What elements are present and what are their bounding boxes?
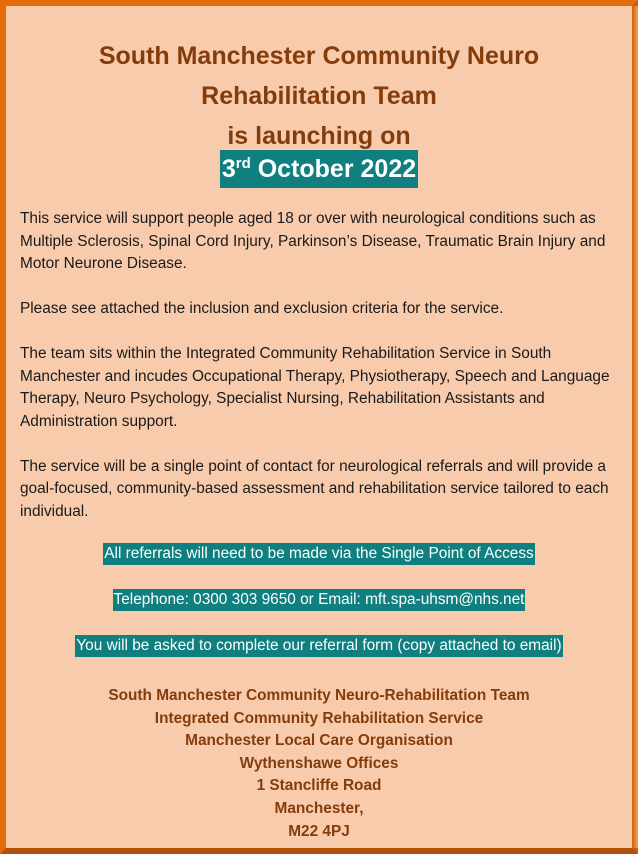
- launch-date-rest: October 2022: [257, 155, 417, 183]
- paragraph-single-point: The service will be a single point of contact for neurological referrals and will provide a goal-focused, community-based assessment and rehabilitation service tailored to each individual.: [20, 457, 609, 520]
- paragraph-team: The team sits within the Integrated Community Rehabilitation Service in South Manchester and incudes Occupational Therapy, Physiotherapy, Speech and Language Therapy, Neuro Psychology, Specialist Nursing, Rehabilitation Assistants and Administration support.: [20, 345, 610, 430]
- body-text: [20, 208, 620, 546]
- launch-date-ordinal: rd: [235, 155, 251, 172]
- highlight-referrals-row: [6, 543, 632, 565]
- address-line: Manchester,: [274, 799, 364, 817]
- address-line: Manchester Local Care Organisation: [185, 732, 453, 750]
- highlight-contact-row: [6, 589, 632, 611]
- address-line: Integrated Community Rehabilitation Service: [154, 709, 484, 727]
- highlight-form-row: [6, 635, 632, 657]
- address-line: 1 Stancliffe Road: [256, 777, 382, 795]
- highlight-form: You will be asked to complete our referral form (copy attached to email): [75, 635, 562, 657]
- highlight-contact: Telephone: 0300 303 9650 or Email: mft.spa-uhsm@nhs.net: [113, 589, 526, 611]
- address-line: Wythenshawe Offices: [239, 754, 399, 772]
- highlight-referrals: All referrals will need to be made via the Single Point of Access: [103, 543, 534, 565]
- address-line: South Manchester Community Neuro-Rehabilitation Team: [108, 687, 530, 704]
- address-block: [6, 685, 632, 843]
- title-line: South Manchester Community Neuro: [98, 42, 540, 70]
- launch-date-day: 3: [221, 155, 236, 183]
- paragraph-criteria: Please see attached the inclusion and exclusion criteria for the service.: [20, 300, 504, 317]
- title-line: is launching on: [227, 122, 411, 150]
- launch-date-row: [6, 150, 632, 188]
- address-line: M22 4PJ: [288, 822, 350, 840]
- paragraph-service-description: This service will support people aged 18 or over with neurological conditions such as Multiple Sclerosis, Spinal Cord Injury, Parkinson’s Disease, Traumatic Brain Injury and Motor Neurone Disease.: [20, 210, 606, 272]
- title-line: Rehabilitation Team: [201, 82, 437, 110]
- flyer-title: [6, 36, 632, 156]
- launch-date: [220, 150, 418, 188]
